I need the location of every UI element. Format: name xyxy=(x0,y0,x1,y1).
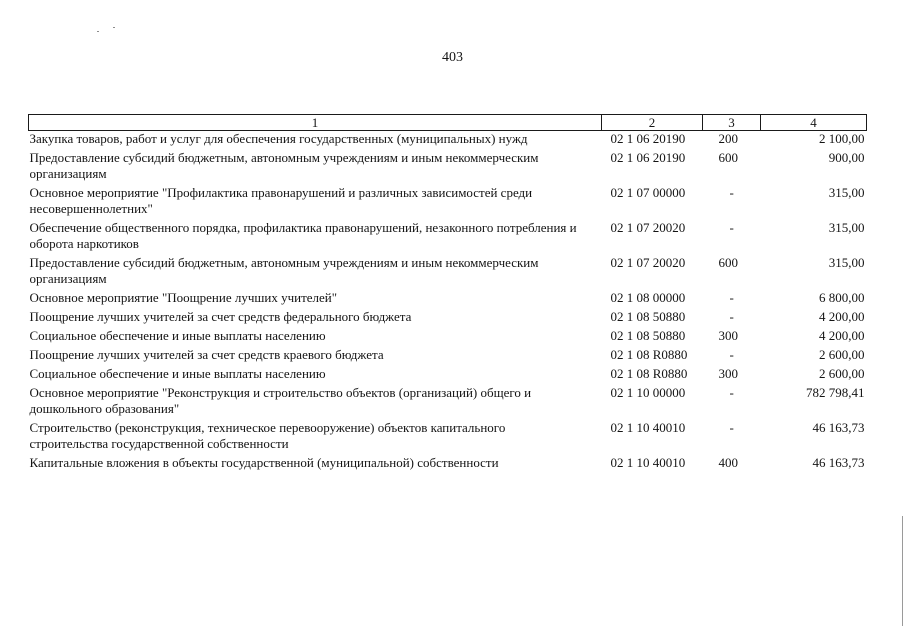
row-vr: - xyxy=(729,185,734,200)
row-vr: - xyxy=(729,385,734,400)
row-name: Предоставление субсидий бюджетным, автономным учреждениям и иным некоммерческим организациям xyxy=(29,150,539,181)
row-vr: - xyxy=(729,309,734,324)
row-amount: 2 600,00 xyxy=(819,347,865,362)
row-amount: 2 100,00 xyxy=(819,131,865,146)
table-row xyxy=(29,131,867,151)
row-name: Социальное обеспечение и иные выплаты населению xyxy=(29,328,326,343)
row-code: 02 1 08 00000 xyxy=(610,290,686,305)
table-header-row xyxy=(29,115,867,131)
row-amount: 46 163,73 xyxy=(812,455,865,470)
row-name: Капитальные вложения в объекты государственной (муниципальной) собственности xyxy=(29,455,499,470)
row-amount: 6 800,00 xyxy=(819,290,865,305)
row-amount: 2 600,00 xyxy=(819,366,865,381)
row-amount: 782 798,41 xyxy=(806,385,865,400)
row-name: Основное мероприятие "Профилактика правонарушений и различных зависимостей среди несовершеннолетних" xyxy=(29,185,533,216)
row-code: 02 1 10 00000 xyxy=(610,385,686,400)
row-vr: 400 xyxy=(718,455,738,470)
row-vr: - xyxy=(729,347,734,362)
header-col-1: 1 xyxy=(29,115,602,131)
table-row xyxy=(29,290,867,309)
row-code: 02 1 06 20190 xyxy=(610,131,686,146)
table-row xyxy=(29,366,867,385)
row-name: Предоставление субсидий бюджетным, автономным учреждениям и иным некоммерческим организациям xyxy=(29,255,539,286)
row-vr: 600 xyxy=(718,255,738,270)
header-col-2: 2 xyxy=(602,115,703,131)
row-code: 02 1 08 50880 xyxy=(610,328,686,343)
row-amount: 46 163,73 xyxy=(812,420,865,435)
scan-edge-line xyxy=(902,516,903,626)
row-code: 02 1 06 20190 xyxy=(610,150,686,165)
table-row xyxy=(29,385,867,420)
row-code: 02 1 10 40010 xyxy=(610,455,686,470)
row-amount: 900,00 xyxy=(828,150,865,165)
page-number: 403 xyxy=(442,50,463,65)
row-vr: - xyxy=(729,220,734,235)
row-amount: 315,00 xyxy=(828,255,865,270)
table-row xyxy=(29,150,867,185)
table-row xyxy=(29,255,867,290)
table-row xyxy=(29,309,867,328)
table-row xyxy=(29,420,867,455)
budget-table xyxy=(28,114,867,474)
row-name: Основное мероприятие "Поощрение лучших учителей" xyxy=(29,290,338,305)
table-row xyxy=(29,185,867,220)
row-name: Обеспечение общественного порядка, профилактика правонарушений, незаконного потребления и оборота наркотиков xyxy=(29,220,577,251)
row-code: 02 1 08 R0880 xyxy=(610,366,688,381)
row-code: 02 1 10 40010 xyxy=(610,420,686,435)
row-name: Социальное обеспечение и иные выплаты населению xyxy=(29,366,326,381)
row-name: Основное мероприятие "Реконструкция и строительство объектов (организаций) общего и дошкольного образования" xyxy=(29,385,532,416)
row-amount: 4 200,00 xyxy=(819,328,865,343)
header-col-4: 4 xyxy=(761,115,867,131)
row-code: 02 1 08 R0880 xyxy=(610,347,688,362)
row-name: Поощрение лучших учителей за счет средств краевого бюджета xyxy=(29,347,384,362)
row-amount: 315,00 xyxy=(828,220,865,235)
header-col-3: 3 xyxy=(703,115,761,131)
table-row xyxy=(29,347,867,366)
scan-speck xyxy=(97,31,99,32)
row-vr: 600 xyxy=(718,150,738,165)
row-vr: 300 xyxy=(718,366,738,381)
row-vr: - xyxy=(729,420,734,435)
table-row xyxy=(29,328,867,347)
row-amount: 315,00 xyxy=(828,185,865,200)
scan-speck xyxy=(113,27,115,28)
row-name: Строительство (реконструкция, техническое перевооружение) объектов капитального строительства государственной собственности xyxy=(29,420,506,451)
row-code: 02 1 07 00000 xyxy=(610,185,686,200)
table-row xyxy=(29,220,867,255)
row-amount: 4 200,00 xyxy=(819,309,865,324)
row-name: Поощрение лучших учителей за счет средств федерального бюджета xyxy=(29,309,412,324)
row-code: 02 1 07 20020 xyxy=(610,255,686,270)
row-name: Закупка товаров, работ и услуг для обеспечения государственных (муниципальных) нужд xyxy=(29,131,528,146)
row-vr: - xyxy=(729,290,734,305)
row-code: 02 1 08 50880 xyxy=(610,309,686,324)
row-vr: 200 xyxy=(718,131,738,146)
row-vr: 300 xyxy=(718,328,738,343)
table-row xyxy=(29,455,867,474)
row-code: 02 1 07 20020 xyxy=(610,220,686,235)
